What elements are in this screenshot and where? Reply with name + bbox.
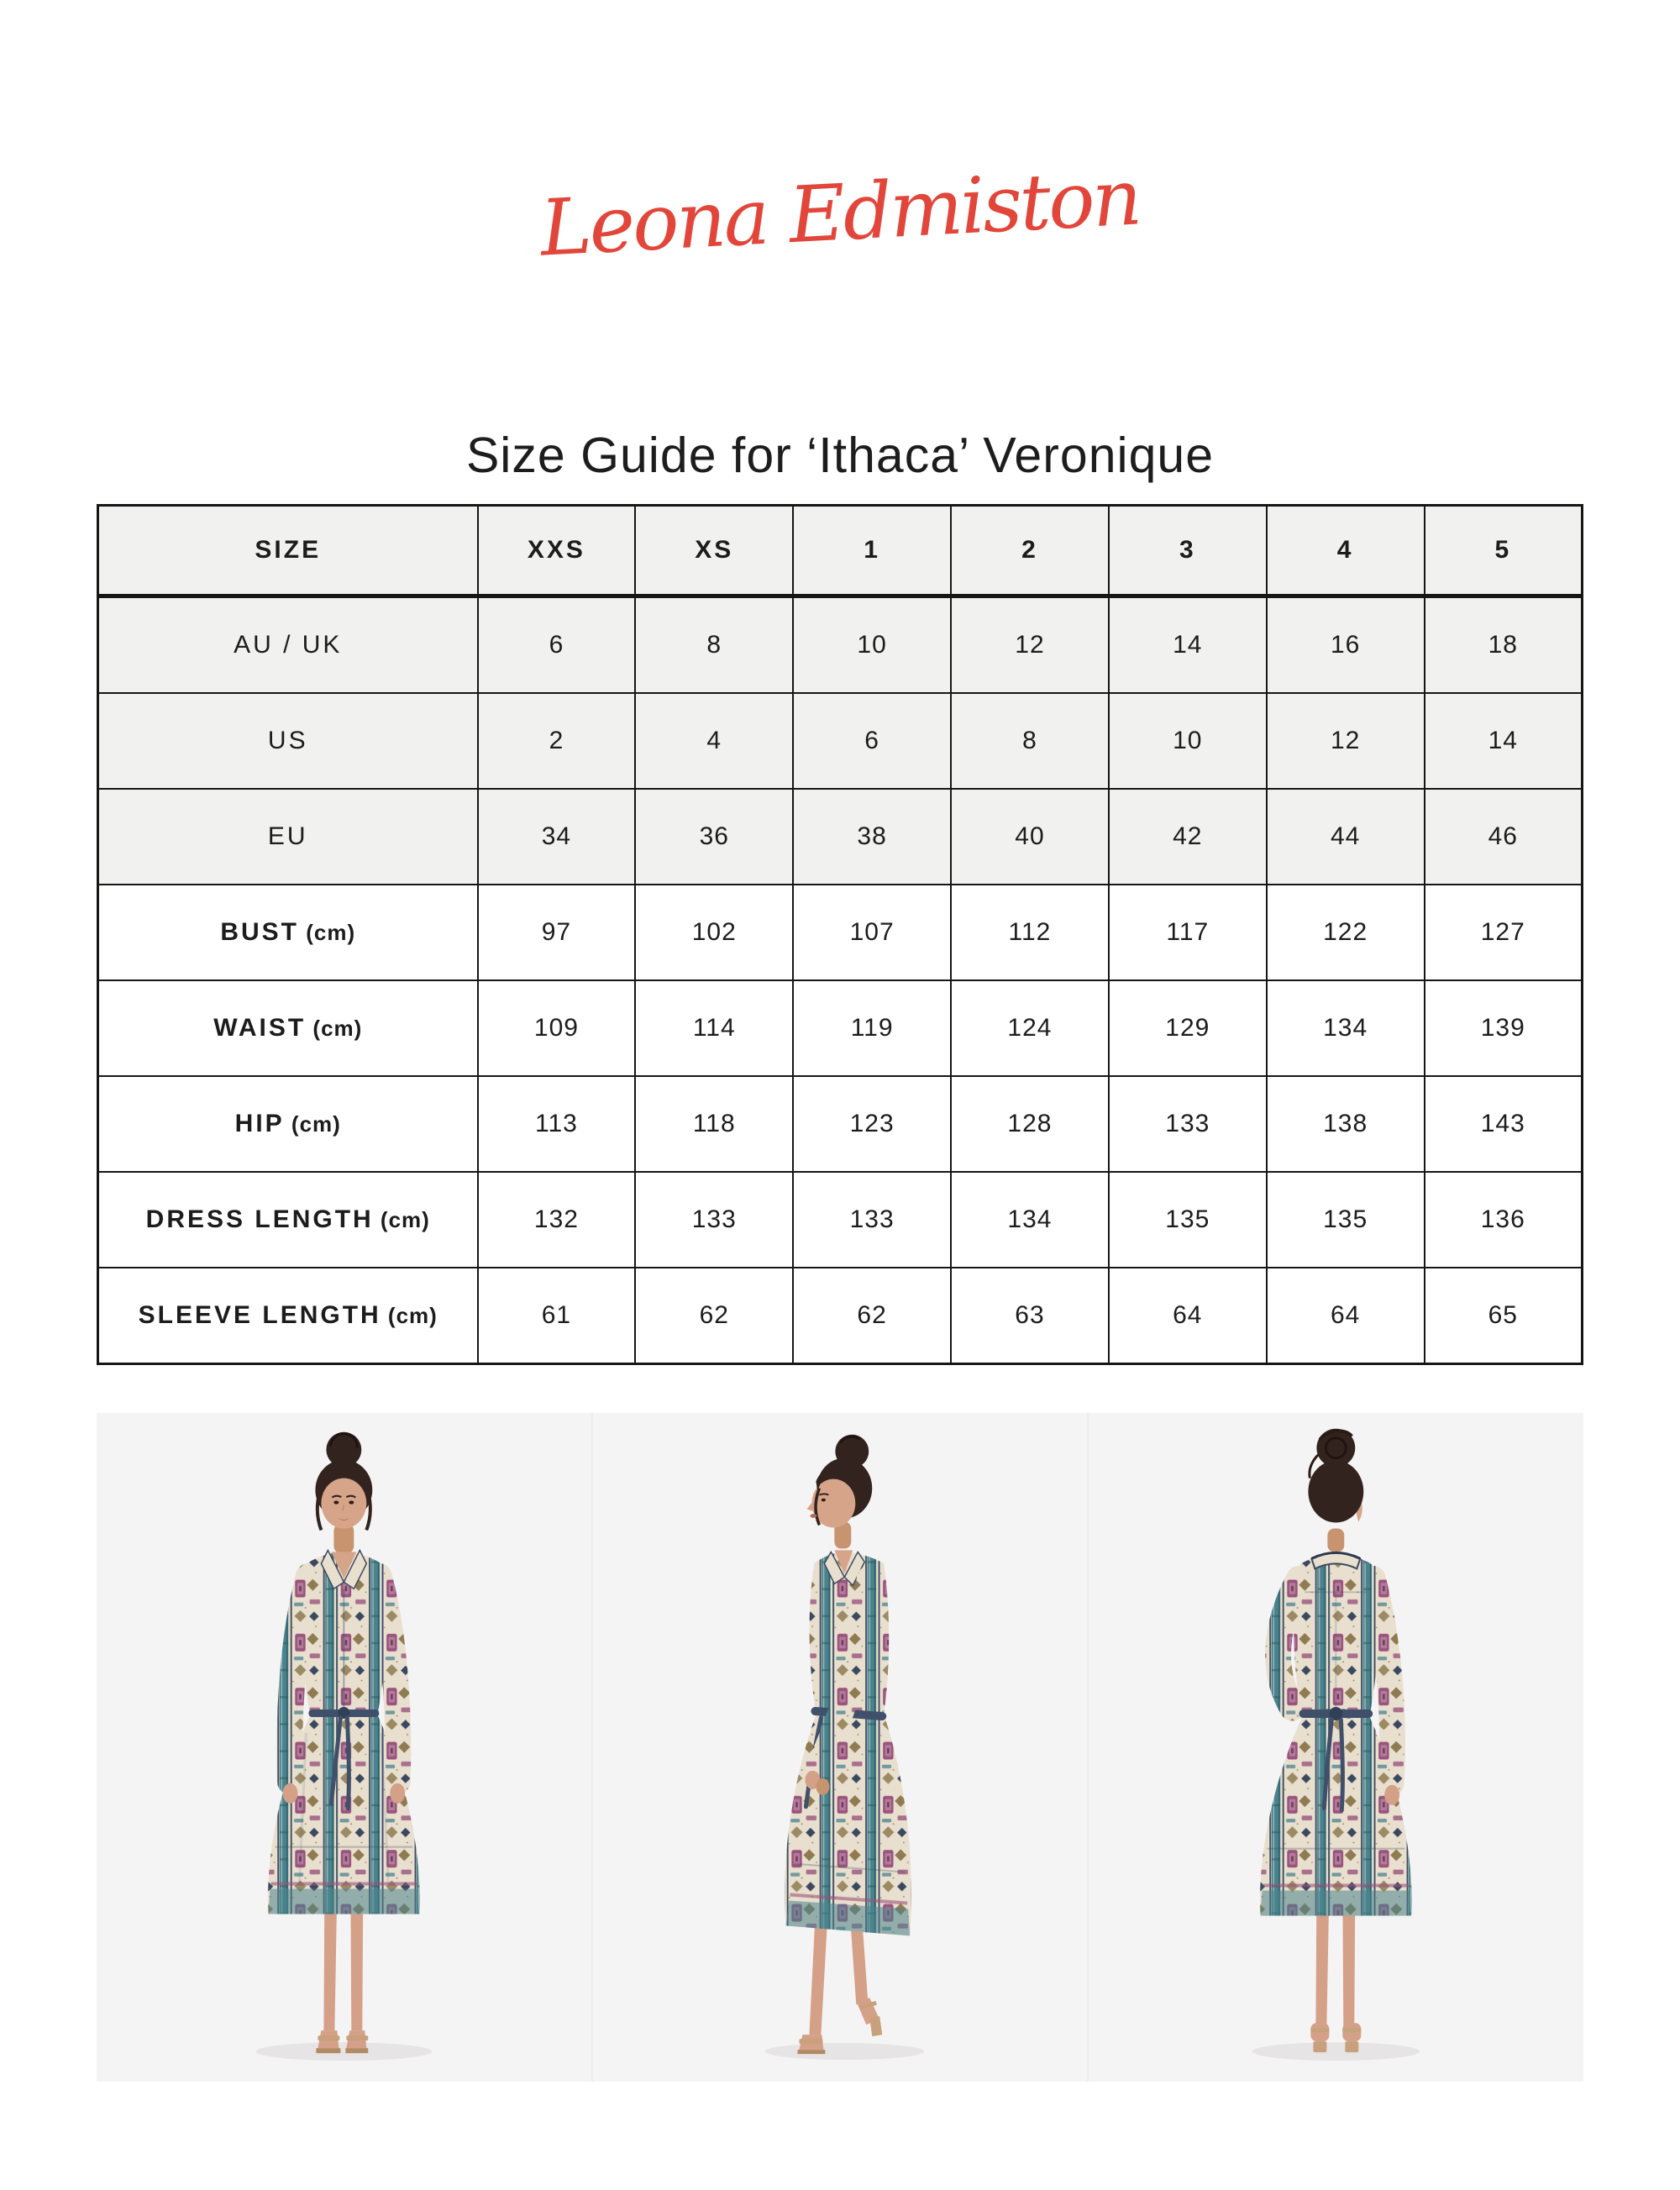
column-header-size: SIZE (98, 506, 478, 596)
size-cell: 139 (1425, 980, 1583, 1076)
size-cell: 62 (793, 1268, 951, 1364)
size-cell: 133 (635, 1172, 793, 1268)
row-label: SLEEVE LENGTH (cm) (98, 1268, 478, 1364)
size-cell: 114 (635, 980, 793, 1076)
size-cell: 129 (1109, 980, 1267, 1076)
row-label: BUST (cm) (98, 885, 478, 980)
column-header-2: 2 (951, 506, 1109, 596)
size-cell: 123 (793, 1076, 951, 1172)
size-cell: 127 (1425, 885, 1583, 980)
row-label: EU (98, 789, 478, 885)
column-header-4: 4 (1267, 506, 1425, 596)
size-cell: 36 (635, 789, 793, 885)
size-cell: 63 (951, 1268, 1109, 1364)
page-title: Size Guide for ‘Ithaca’ Veronique (465, 427, 1215, 483)
row-label: DRESS LENGTH (cm) (98, 1172, 478, 1268)
size-guide-table (97, 504, 1583, 1365)
size-table-row (98, 596, 1583, 694)
size-cell: 61 (478, 1268, 636, 1364)
size-table-header-row (98, 506, 1583, 596)
column-header-xs: XS (635, 506, 793, 596)
column-header-xxs: XXS (478, 506, 636, 596)
size-cell: 136 (1425, 1172, 1583, 1268)
column-header-1: 1 (793, 506, 951, 596)
size-cell: 42 (1109, 789, 1267, 885)
model-head (806, 1435, 872, 1549)
size-cell: 117 (1109, 885, 1267, 980)
model-front-illustration (97, 1413, 591, 2082)
size-cell: 18 (1425, 596, 1583, 694)
dress-back (1260, 1552, 1412, 1915)
size-cell: 97 (478, 885, 636, 980)
row-label: US (98, 693, 478, 789)
size-cell: 124 (951, 980, 1109, 1076)
size-cell: 134 (1267, 980, 1425, 1076)
size-cell: 14 (1109, 596, 1267, 694)
size-cell: 12 (1267, 693, 1425, 789)
size-cell: 119 (793, 980, 951, 1076)
size-table-row (98, 693, 1583, 789)
size-cell: 10 (793, 596, 951, 694)
size-cell: 107 (793, 885, 951, 980)
model-photo-side (591, 1413, 1088, 2082)
size-cell: 12 (951, 596, 1109, 694)
size-cell: 135 (1109, 1172, 1267, 1268)
model-photo-front (97, 1413, 591, 2082)
size-cell: 135 (1267, 1172, 1425, 1268)
brand-logo-text: Leona Edmiston (538, 151, 1142, 274)
size-cell: 122 (1267, 885, 1425, 980)
model-photo-back (1087, 1413, 1583, 2082)
size-cell: 8 (951, 693, 1109, 789)
size-cell: 44 (1267, 789, 1425, 885)
row-label: WAIST (cm) (98, 980, 478, 1076)
size-cell: 10 (1109, 693, 1267, 789)
size-cell: 38 (793, 789, 951, 885)
size-cell: 46 (1425, 789, 1583, 885)
size-cell: 34 (478, 789, 636, 885)
size-cell: 118 (635, 1076, 793, 1172)
size-table-row (98, 885, 1583, 980)
size-cell: 64 (1267, 1268, 1425, 1364)
row-label: HIP (cm) (98, 1076, 478, 1172)
size-cell: 109 (478, 980, 636, 1076)
size-cell: 4 (635, 693, 793, 789)
size-cell: 6 (478, 596, 636, 694)
size-cell: 133 (1109, 1076, 1267, 1172)
size-cell: 112 (951, 885, 1109, 980)
size-cell: 8 (635, 596, 793, 694)
size-cell: 64 (1109, 1268, 1267, 1364)
dress-front (268, 1550, 420, 1914)
size-cell: 40 (951, 789, 1109, 885)
size-table-row (98, 1172, 1583, 1268)
model-head (1309, 1429, 1364, 1552)
row-label: AU / UK (98, 596, 478, 694)
column-header-3: 3 (1109, 506, 1267, 596)
size-cell: 6 (793, 693, 951, 789)
size-cell: 16 (1267, 596, 1425, 694)
size-table-row (98, 789, 1583, 885)
brand-logo (0, 108, 1680, 318)
size-table-row (98, 1076, 1583, 1172)
size-cell: 102 (635, 885, 793, 980)
size-cell: 133 (793, 1172, 951, 1268)
size-cell: 113 (478, 1076, 636, 1172)
size-cell: 132 (478, 1172, 636, 1268)
size-cell: 62 (635, 1268, 793, 1364)
size-table-body (98, 596, 1583, 1364)
size-cell: 2 (478, 693, 636, 789)
product-photo-strip (97, 1413, 1583, 2082)
model-back-illustration (1089, 1413, 1583, 2082)
model-side-illustration (593, 1413, 1088, 2082)
size-table-row (98, 980, 1583, 1076)
size-table-row (98, 1268, 1583, 1364)
size-cell: 128 (951, 1076, 1109, 1172)
dress-side (785, 1550, 911, 1935)
size-cell: 143 (1425, 1076, 1583, 1172)
size-cell: 14 (1425, 693, 1583, 789)
size-cell: 134 (951, 1172, 1109, 1268)
model-head (315, 1432, 372, 1554)
size-cell: 65 (1425, 1268, 1583, 1364)
column-header-5: 5 (1425, 506, 1583, 596)
size-cell: 138 (1267, 1076, 1425, 1172)
